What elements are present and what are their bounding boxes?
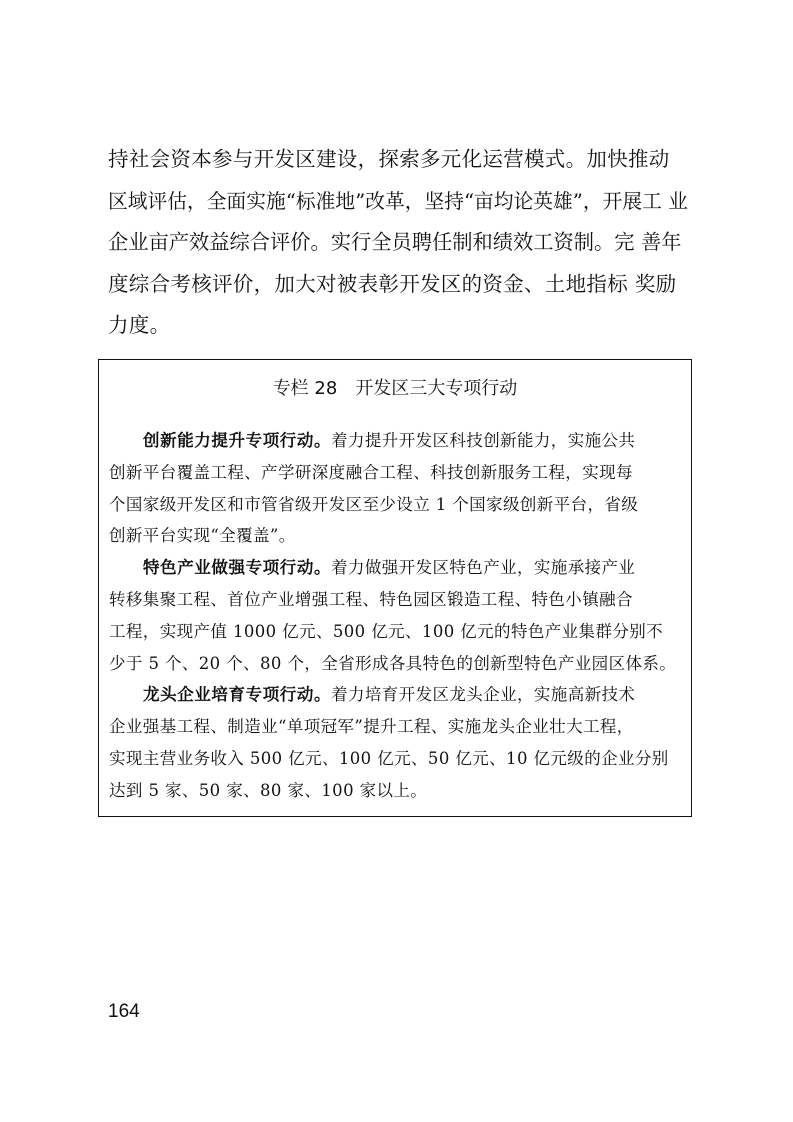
section-line: 企业强基工程、制造业“单项冠军”提升工程、实施龙头企业壮大工程， — [109, 717, 634, 737]
column-box — [98, 359, 692, 817]
column-title: 专栏 28 开发区三大专项行动 — [272, 378, 518, 399]
section-line: 少于 5 个、20 个、80 个，全省形成各具特色的创新型特色产业园区体系。 — [109, 653, 677, 673]
paragraph-line: 持社会资本参与开发区建设，探索多元化运营模式。加快推动 — [108, 147, 670, 171]
section-line: 创新平台覆盖工程、产学研深度融合工程、科技创新服务工程，实现每 — [109, 462, 633, 482]
section-line: 达到 5 家、50 家、80 家、100 家以上。 — [109, 780, 428, 800]
section-line: 个国家级开发区和市管省级开发区至少设立 1 个国家级创新平台，省级 — [109, 494, 639, 514]
section-heading: 创新能力提升专项行动。 — [143, 431, 332, 450]
section-first-line — [109, 679, 691, 711]
section-line: 工程，实现产值 1000 亿元、500 亿元、100 亿元的特色产业集群分别不 — [109, 621, 664, 641]
paragraph-line: 度综合考核评价，加大对被表彰开发区的资金、土地指标 奖励 — [108, 271, 677, 296]
intro-paragraph — [108, 139, 690, 347]
section-first-line — [109, 425, 691, 457]
paragraph-line: 区域评估，全面实施“标准地”改革，坚持“亩均论英雄”，开展工 业 — [108, 189, 688, 213]
column-body — [109, 425, 691, 807]
section-line: 转移集聚工程、首位产业增强工程、特色园区锻造工程、特色小镇融合 — [109, 589, 633, 609]
section-line: 实现主营业务收入 500 亿元、100 亿元、50 亿元、10 亿元级的企业分别 — [109, 748, 669, 768]
paragraph-line: 力度。 — [108, 313, 171, 337]
section-text: 着力提升开发区科技创新能力，实施公共 — [331, 431, 636, 450]
section-first-line — [109, 552, 691, 584]
section-text: 着力培育开发区龙头企业，实施高新技术 — [331, 685, 636, 705]
paragraph-line: 企业亩产效益综合评价。实行全员聘任制和绩效工资制。完 善年 — [108, 230, 682, 254]
section-heading: 特色产业做强专项行动。 — [143, 558, 332, 578]
section-text: 着力做强开发区特色产业，实施承接产业 — [331, 558, 636, 578]
section-line: 创新平台实现“全覆盖”。 — [109, 526, 296, 546]
page-number: 164 — [108, 1001, 140, 1022]
section-heading: 龙头企业培育专项行动。 — [143, 685, 332, 705]
